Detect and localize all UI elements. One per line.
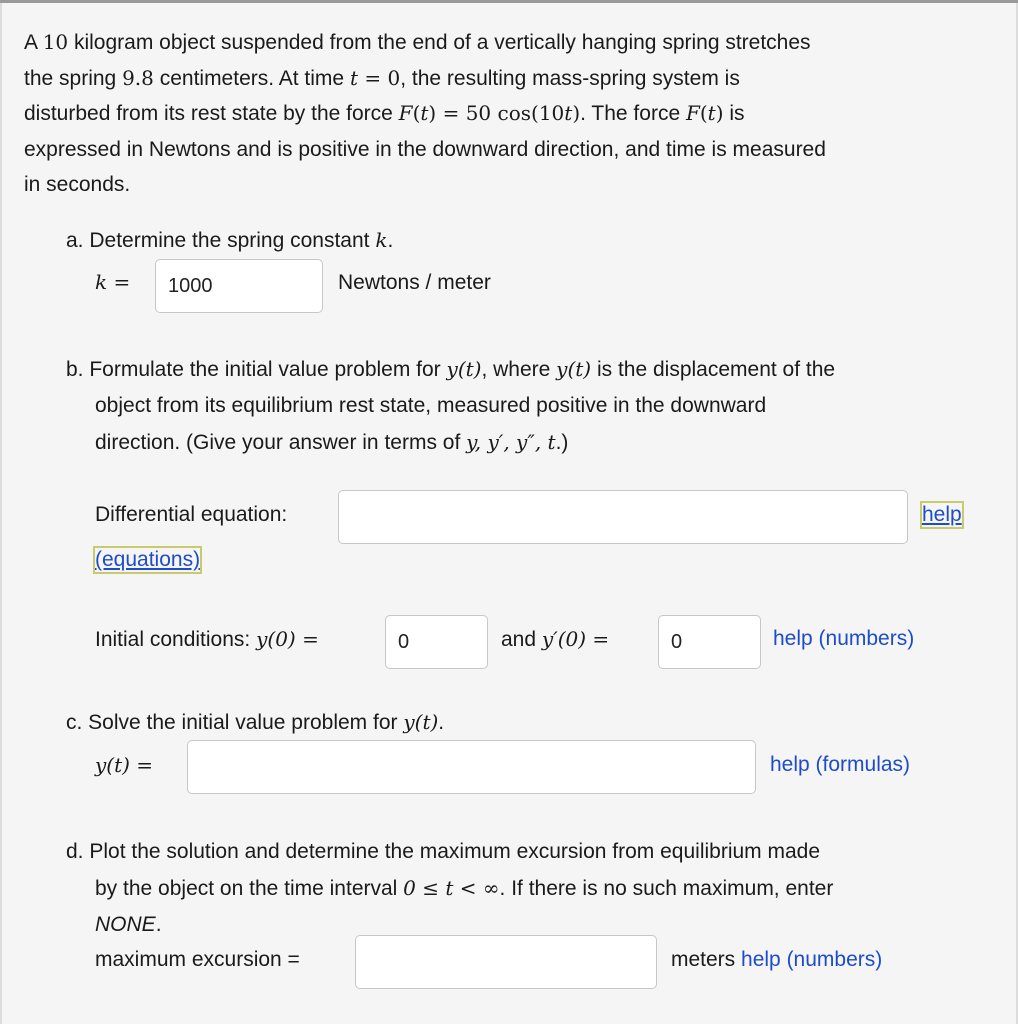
intro-text: disturbed from its rest state by the force [24,102,399,125]
intro-text: , the resulting mass-spring system is [400,66,740,90]
period: . [438,711,445,734]
part-d-text: d. Plot the solution and determine the maximum excursion from equilibrium made [66,840,821,863]
y-of-t: y(t) [403,710,439,734]
intro-text: centimeters. At time [153,66,350,90]
y-of-t: y(t) [556,357,592,381]
y-solution-label: y(t) = [95,753,154,777]
intro-text: in seconds. [24,173,131,196]
intro-text: . The force [580,102,686,125]
part-d-prompt [66,834,833,943]
ic-text: Initial conditions: [95,628,257,651]
help-formulas-link[interactable]: help (formulas) [770,753,911,776]
force-arg: t [564,101,573,125]
mass-value: 10 [42,30,69,54]
differential-equation-input[interactable] [338,490,908,544]
k-symbol: k [95,270,108,294]
part-b-text: b. Formulate the initial value problem for [66,358,447,381]
part-c-text: c. Solve the initial value problem for [66,711,404,734]
y0-input[interactable]: 0 [385,615,488,669]
solution-input[interactable] [187,740,756,794]
k-variable: k [375,228,388,252]
spring-constant-input[interactable]: 1000 [155,259,323,313]
time-interval: 0 ≤ t < ∞ [403,876,500,900]
k-units: Newtons / meter [338,271,491,294]
force-arg: t [707,101,716,125]
yp0-expression: y′(0) = [541,627,610,651]
force-paren: ( [699,101,708,125]
time-zero: = 0 [358,65,401,90]
force-paren: ( [412,101,421,125]
variables-list: y, y′, y″, t [466,430,556,454]
intro-text: kilogram object suspended from the end of a vertically hanging spring stretches [68,31,811,54]
k-label [95,270,130,295]
time-variable: t [349,65,358,90]
yp0-input[interactable]: 0 [658,615,761,669]
problem-panel [0,3,1018,1024]
part-a-text: a. Determine the spring constant [66,229,376,252]
equals-sign: = [107,270,131,294]
problem-statement [24,25,826,203]
part-b-text: object from its equilibrium rest state, measured positive in the downward [95,394,767,417]
period: . [387,229,394,252]
y0-expression: y(0) = [256,627,319,651]
help-numbers-link[interactable]: help (numbers) [741,948,883,971]
maximum-excursion-input[interactable] [355,935,657,989]
intro-text: expressed in Newtons and is positive in the downward direction, and time is measured [24,137,826,161]
intro-text: the spring [24,66,123,90]
meters-text: meters [671,948,736,971]
force-paren: ) [572,101,581,125]
help-link[interactable]: help [922,503,962,526]
part-d-text: . If there is no such maximum, enter [499,877,834,900]
maximum-excursion-label: maximum excursion = [95,948,300,971]
derivative-condition-label [501,627,609,652]
part-b-text: direction. (Give your answer in terms of [95,431,467,454]
part-b-text: is the displacement of the [591,358,836,381]
differential-equation-label: Differential equation: [95,503,288,526]
intro-text: A [24,31,43,54]
part-c-prompt [66,710,444,735]
force-symbol: F [398,101,413,125]
y-of-t: y(t) [446,357,482,381]
help-equations-link[interactable]: (equations) [95,548,201,571]
intro-text: is [723,102,745,125]
force-arg: t [420,101,429,125]
and-text: and [501,628,542,651]
part-a-prompt [66,228,393,253]
part-b-prompt [66,351,835,461]
excursion-units [671,948,882,972]
part-b-text: .) [555,431,569,454]
force-paren: ) [715,101,724,125]
part-b-text: , where [481,358,557,381]
none-keyword: NONE [95,913,156,936]
help-numbers-link[interactable]: help (numbers) [773,627,915,650]
force-formula: ) = 50 cos(10 [428,101,565,125]
initial-conditions-label [95,627,319,652]
force-symbol: F [685,101,700,125]
stretch-value: 9.8 [122,65,154,90]
part-d-text: by the object on the time interval [95,877,404,900]
period: . [155,913,162,936]
